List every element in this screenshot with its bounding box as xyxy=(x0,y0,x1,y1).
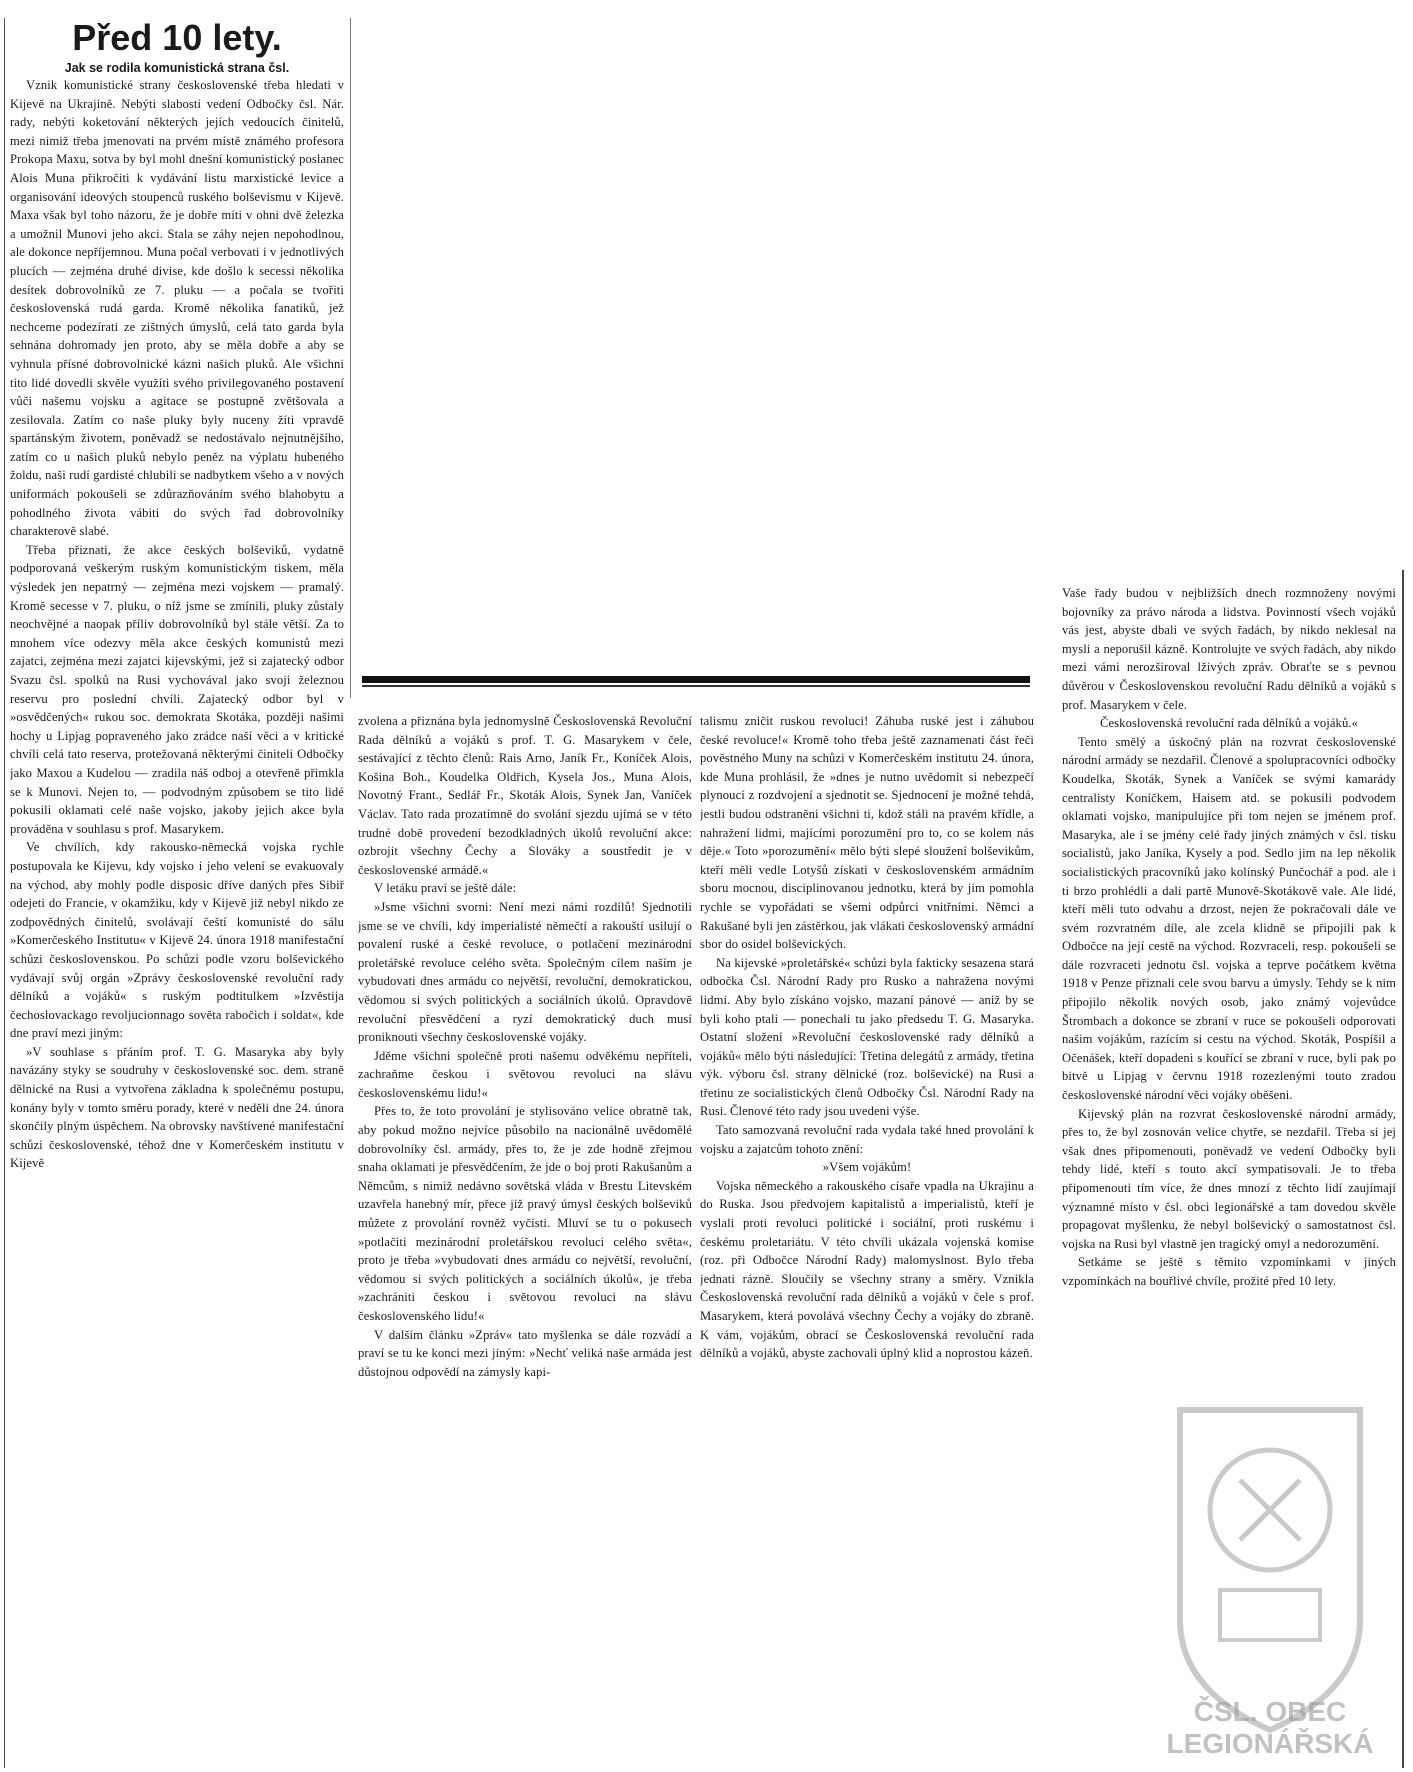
paragraph: zvolena a přiznána byla jednomyslně Československá Revoluční Rada dělníků a vojáků s prof. T. G. Masarykem v čele, sestávající z těchto členů: Rais Arno, Janík Fr., Koníček Alois, Košina Boh., Koudelka Oldřich, Kysela Jos., Muna Alois, Novotný Frant., Sedlář Fr., Skoták Alois, Synek Jan, Vaníček Václav. Tato rada prozatímně do svolání sjezdu ujímá se v této trudné době provedení bezodkladných úkolů revoluční akce: ozbrojit všechny Čechy a Slováky a soustředit je v československé armádě.« xyxy=(358,714,692,877)
paragraph: Tato samozvaná revoluční rada vydala také hned provolání k vojsku a zajatcům tohoto znění: xyxy=(700,1123,1034,1156)
article-title: Před 10 lety. xyxy=(72,17,282,58)
proclamation-heading: »Všem vojákům! xyxy=(822,1160,912,1175)
paragraph: Jděme všichni společně proti našemu odvěkému nepříteli, zachraňme českou i světovou revoluci na slávu československému lidu!« xyxy=(358,1048,692,1100)
section-top-rule-thin xyxy=(362,685,1030,687)
paragraph: Na kijevské »proletářské« schůzi byla fakticky sesazena stará odbočka Čsl. Národní Rady pro Rusko a nahražena novými lidmi. Aby bylo získáno vojsko, mazaní pánové — aniž by se byli koho ptali — ponechali tu jako předsedu T. G. Masaryka. Ostatní složení »Revoluční československé rady dělníků a vojáků« mělo býti následující: Třetina delegátů z armády, třetina výk. výboru čsl. strany dělnické (roz. bolševické) na Rusi a třetinu ze socialistických členů Odbočky Čsl. Národní Rady na Rusi. Členové této rady jsou uvedeni výše. xyxy=(700,955,1034,1119)
watermark-text: ČSL. OBEC LEGIONÁŘSKÁ xyxy=(1166,1696,1374,1759)
article-subtitle: Jak se rodila komunistická strana čsl. xyxy=(64,61,290,75)
paragraph: Tento smělý a úskočný plán na rozvrat československé národní armády se nezdařil. Členové a spolupracovníci odbočky Koudelka, Skoták, Synek a Vaníček se svými kamarády centralisty Koníčkem, Haisem atd. se pokusili podvodem oklamati vojsko, manipulujíce při tom nejen se jménem prof. Masaryka, ale i se jmény celé řady jiných známých v čsl. tisku socialistů, jako Janíka, Kysely a pod. Sedlo jim na lep několik socialistických pracovníků jako kolínský Punčochář a pod. ale i ti brzo prohlédli a dali partě Munově-Skotákově vale. Ale lidé, kteří měli tuto odvahu a drzost, nejen že pokračovali dále ve svém rozvratném díle, ale zcela klidně se připojili pak k Odbočce na její cestě na východ. Rozvraceli, resp. pokoušeli se dále rozvraceti jednotu čsl. vojska a teprve počátkem května 1918 v Penze přiznali cele svou barvu a úmysly. Tehdy se k nim připojilo několik nových osob, jako známý vojevůdce Štrombach a dokonce se zbraní v ruce se pokoušeli odporovati našim vojákům, razícím si cestu na východ. Skoták, Pospíšil a Očenášek, kteří dopadeni s kouřící se zbraní v ruce, byli pak po bitvě u Lipjag v červnu 1918 rozezlenými touto zradou československé národní věci vojáky oběšeni. xyxy=(1062,734,1396,1103)
paragraph: Vaše řady budou v nejbližších dnech rozmnoženy novými bojovníky za právo národa a lidstva. Povinností všech vojáků vás jest, abyste dbali ve svých řadách, by nikdo neklesal na mysli a neporušil kázně. Kontrolujte ve svých řadách, aby nikdo mezi vámi nerozširoval lživých zpráv. Obraťte se s pevnou důvěrou v Československou revoluční Radu dělníků a vojáků s prof. Masarykem v čele. xyxy=(1062,586,1396,712)
paragraph: Setkáme se ještě s těmito vzpomínkami v jiných vzpomínkách na bouřlivé chvíle, prožité před 10 lety. xyxy=(1062,1255,1396,1288)
left-margin-rule xyxy=(4,18,5,1768)
proclamation-signature: Československá revoluční rada dělníků a vojáků.« xyxy=(1099,716,1358,731)
right-margin-rule xyxy=(1402,570,1404,1768)
column-divider-rule xyxy=(350,18,351,698)
paragraph: »V souhlase s přáním prof. T. G. Masaryka aby byly navázány styky se soudruhy v československé soc. dem. straně dělnické na Rusi a vytvořena základna k společnému postupu, konány byly v tomto směru porady, které v neděli dne 24. února skončily plným úspěchem. Na obrovsky navštívené manifestační schůzi československé, téhož dne v Komerčeském institutu v Kijevě xyxy=(10,1044,344,1171)
paragraph: Přes to, že toto provolání je stylisováno velice obratně tak, aby pokud možno nejvíce působilo na nacionálně uvědomělé dobrovolníky čsl. armády, přes to, že je zde hodně zřejmou snaha oklamati je přesvědčením, že jde o boj proti Rakušanům a Němcům, s nimiž nedávno sovětská vláda v Brestu Litevském uzavřela hanebný mír, přece již pravý úmysl českých bolševiků můžete z provolání rovněž vyčísti. Mluví se tu o pokusech »potlačiti mezinárodní proletářskou revoluci celého světa«, proto je třeba »vybudovati dnes armádu co největší, revoluční, vědomou si svých politických a sociálních úkolů«, je třeba »zachrániti českou i světovou revoluci na slávu československého lidu!« xyxy=(358,1104,692,1323)
article-column-3 xyxy=(700,712,1034,1768)
paragraph: Ve chvílích, kdy rakousko-německá vojska rychle postupovala ke Kijevu, kdy vojsko i jeho velení se evakuovaly na východ, aby mohly podle disposic dříve daných přes Sibiř odejeti do Francie, v okamžiku, kdy v Kijevě již nebyl nikdo ze zodpovědných činitelů, svolávají čeští komunisté do sálu »Komerčeského Institutu« v Kijevě 24. února 1918 manifestační schůzi československou. Po schůzi podle vzoru bolševického vydávají svůj orgán »Zprávy československé revoluční rady dělníků a vojáků« s ruským podtitulkem »Izvěstija čechoslovackago revoljucionnago sověta rabočich i soldat«, kde dne praví mezi jiným: xyxy=(10,840,344,1041)
article-column-1 xyxy=(10,76,344,1768)
paragraph: Vojska německého a rakouského císaře vpadla na Ukrajinu a do Ruska. Jsou předvojem kapitalistů a imperialistů, kteří je vyslali proti revoluci politické i sociální, proti ruskému i českému proletariátu. V této chvíli ukázala vojenská komise (roz. při Odbočce Národní Rady) malomyslnost. Bylo třeba jednati rázně. Sloučily se všechny strany a směry. Vznikla Československá revoluční rada dělníků a vojáků v čele s prof. Masarykem, která povolává všechny Čechy a vojáky do zbraně. K vám, vojákům, obrací se Československá revoluční rada dělníků a vojáků, abyste zachovali úplný klid a noprostou kázeň. xyxy=(700,1178,1034,1361)
paragraph: talismu zničit ruskou revoluci! Záhuba ruské jest i záhubou české revoluce!« Kromě toho třeba ještě zaznamenati část řeči pověstného Muny na schůzi v Komerčeském institutu 24. února, kde Muna prohlásil, že »dnes je nutno uvědomit si nebezpečí plynoucí z rozdvojení a sjednotit se. Sjednocení je možné tehdá, jestli budou odstraněni všichni ti, kdož stáli na pravém křídle, a nahražení lidmi, majícími porozumění pro to, co se kolem nás děje.« Toto »porozumění« mělo býti slepé sloužení bolševikům, kteří měli vedle Lotyšů získati v československém armádním sboru mocnou, disciplinovanou jednotku, která by jim pomohla rychle se vypořádati se všemi odpůrci vnitřními. Němci a Rakušané byli jen zástěrkou, jak vlákati československý armádní sbor do osidel bolševických. xyxy=(700,714,1034,952)
section-top-rule xyxy=(362,676,1030,683)
paragraph: V dalším článku »Zpráv« tato myšlenka se dále rozvádí a praví se tu ke konci mezi jiným: »Nechť veliká naše armáda jest důstojnou odpovědí na zámysly kapi- xyxy=(358,1327,692,1379)
paragraph: Vznik komunistické strany československé třeba hledati v Kijevě na Ukrajině. Nebýti slabosti vedení Odbočky čsl. Nár. rady, nebýti koketování některých jejích vedoucích činitelů, mezi nimiž třeba jmenovati na prvém místě známého profesora Prokopa Maxu, sotva by byl mohl dnešní komunistický poslanec Alois Muna přikročiti k vydávání listu marxistické levice a organisování ideových stoupenců ruského bolševismu v Kijevě. Maxa však byl toho názoru, že je dobře míti v ohni dvě železka a umožnil Munovi jeho akci. Stala se záhy nejen nepohodlnou, ale dokonce nepříjemnou. Muna počal verbovati i v jednotlivých plucích — zejména druhé divise, kde došlo k secessi několika desítek dobrovolníků ze 7. pluku — a počala se tvořiti československá rudá garda. Kromě několika fanatiků, jež nechceme podezírati ze zištných úmyslů, celá tato garda byla sehnána dohromady jen proto, aby se měla dobře a aby se vyhnula přísné dobrovolnické kázni našich pluků. Ale všichni tito lidé dovedli skvěle využíti svého privilegovaného postavení vůči našemu vojsku a agitace se postupně zvětšovala a zesilovala. Zatím co naše pluky byly nuceny žíti vpravdě spartánským životem, poněvadž se nedostávalo nejnutnějšího, zatím co u našich pluků nebylo peněz na výplatu hubeného žoldu, naši rudí gardisté chlubili se nadbytkem všeho a v nových uniformách pokoušeli se zdůrazňováním svého blahobytu a pohodlného života vábiti do svých řad dobrovolníky charakterově slabé. xyxy=(10,78,344,539)
article-column-2 xyxy=(358,712,692,1768)
paragraph: Třeba přiznati, že akce českých bolševiků, vydatně podporovaná veškerým ruským komunistickým tiskem, měla výsledek jen nepatrný — zejména mezi vojskem — pramalý. Kromě secesse v 7. pluku, o níž jsme se zmínili, pluky zůstaly neochvějné a naopak příliv dobrovolníků byl stále větší. Za to mnohem více odezvy měla akce českých komunistů mezi zajatci, zejména mezi zajatci kijevskými, jež si zajatecký odbor Svazu čsl. spolků na Rusi vychovával jako svoji železnou reservu pro poslední chvíli. Zajatecký odbor byl v »osvědčených« rukou soc. demokrata Skotáka, později našimi hochy u Lipjag popraveného jako zrádce naší věci a v kritické chvíli celá tato reserva, protežovaná některými činiteli Odbočky jako Maxou a Kudelou — zradila náš odboj a otevřeně přimkla se k Munovi. Nejen to, — podvodným způsobem se tito lidé pokusili oklamati celé naše vojsko, jakoby jejich akce byla prováděna v souhlasu s prof. Masarykem. xyxy=(10,542,344,836)
paragraph: Kijevský plán na rozvrat československé národní armády, přes to, že byl zosnován velice chytře, se nezdařil. Třeba si jej však dnes připomenouti, poněvadž ve vedení Odbočky byli tehdy lidé, kteří s touto akcí sympatisovali. Je to třeba připomenouti tím více, že dnes mnozí z těchto lidí zaujímají významné místo v čsl. obci legionářské a tam dovedou skvěle propagovat myšlenku, že nebyl bolševický o samostatnost čsl. vojska na Rusi byl vlastně jen tragický omyl a nedorozumění. xyxy=(1062,1106,1396,1251)
paragraph: V letáku praví se ještě dále: xyxy=(374,881,517,896)
paragraph: »Jsme všichni svorni: Není mezi námi rozdílů! Sjednotili jsme se ve chvíli, kdy imperialisté němečtí a rakouští usilují o povalení ruské a české revoluce, o potlačení mezinárodní proletářské revoluce celého světa. Společným cílem naším je vybudovati dnes armádu co největší, revoluční, demokratickou, vědomou si svých politických a sociálních úkolů. Opravdově revoluční přesvědčení a ryzí demokratický duch musí proniknouti všechny československé vojáky. xyxy=(358,899,692,1045)
